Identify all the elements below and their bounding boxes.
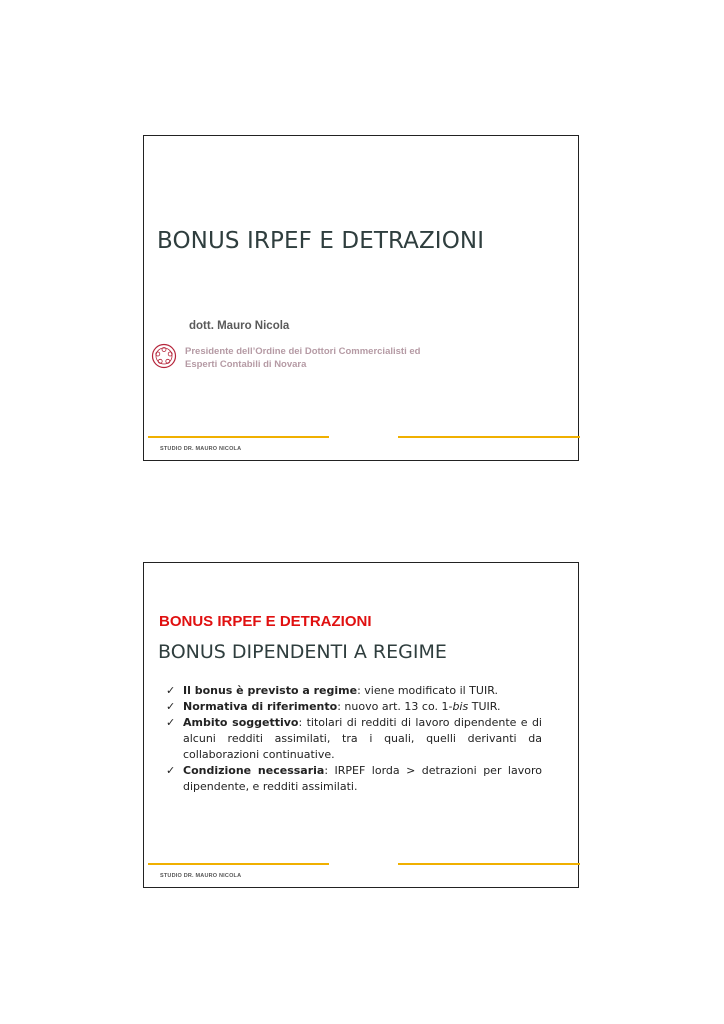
slide-footer: STUDIO DR. MAURO NICOLA (160, 446, 242, 452)
check-icon: ✓ (166, 684, 176, 697)
footer-rule-right (398, 436, 580, 438)
ordine-commercialisti-logo-icon (151, 343, 177, 369)
check-icon: ✓ (166, 764, 176, 777)
author-affiliation (185, 345, 420, 371)
check-icon: ✓ (166, 700, 176, 713)
affiliation-line-1: Presidente dell’Ordine dei Dottori Commercialisti ed (185, 346, 421, 357)
bullet-list (166, 683, 542, 795)
list-item (166, 699, 542, 715)
slide-footer: STUDIO DR. MAURO NICOLA (160, 873, 242, 879)
section-title: BONUS IRPEF E DETRAZIONI (159, 613, 372, 630)
slide-title-heading: BONUS DIPENDENTI A REGIME (158, 641, 447, 663)
slide-title (143, 135, 579, 461)
bullet-bold: Ambito soggettivo (183, 716, 299, 729)
check-icon: ✓ (166, 716, 176, 729)
bullet-text: : titolari di redditi di lavoro dipendente e di alcuni redditi assimilati, tra i quali, quelli derivanti da collaborazioni continuative. (183, 716, 542, 761)
slide-bonus-dipendenti (143, 562, 579, 888)
footer-rule-left (148, 863, 329, 865)
affiliation-line-2: Esperti Contabili di Novara (185, 359, 307, 370)
footer-rule-left (148, 436, 329, 438)
list-item (166, 683, 542, 699)
bullet-bold: Normativa di riferimento (183, 700, 338, 713)
list-item (166, 763, 542, 795)
author-name: dott. Mauro Nicola (189, 320, 290, 332)
bullet-bold: Condizione necessaria (183, 764, 325, 777)
bullet-text: : nuovo art. 13 co. 1- (337, 700, 453, 713)
bullet-bold: Il bonus è previsto a regime (183, 684, 358, 697)
bullet-text-2: TUIR. (468, 700, 501, 713)
slide-title-heading: BONUS IRPEF E DETRAZIONI (157, 228, 485, 254)
list-item (166, 715, 542, 763)
bullet-text: : IRPEF lorda > detrazioni per lavoro dipendente, e redditi assimilati. (183, 764, 542, 793)
bullet-italic: bis (452, 700, 469, 713)
bullet-text: : viene modificato il TUIR. (357, 684, 498, 697)
footer-rule-right (398, 863, 580, 865)
